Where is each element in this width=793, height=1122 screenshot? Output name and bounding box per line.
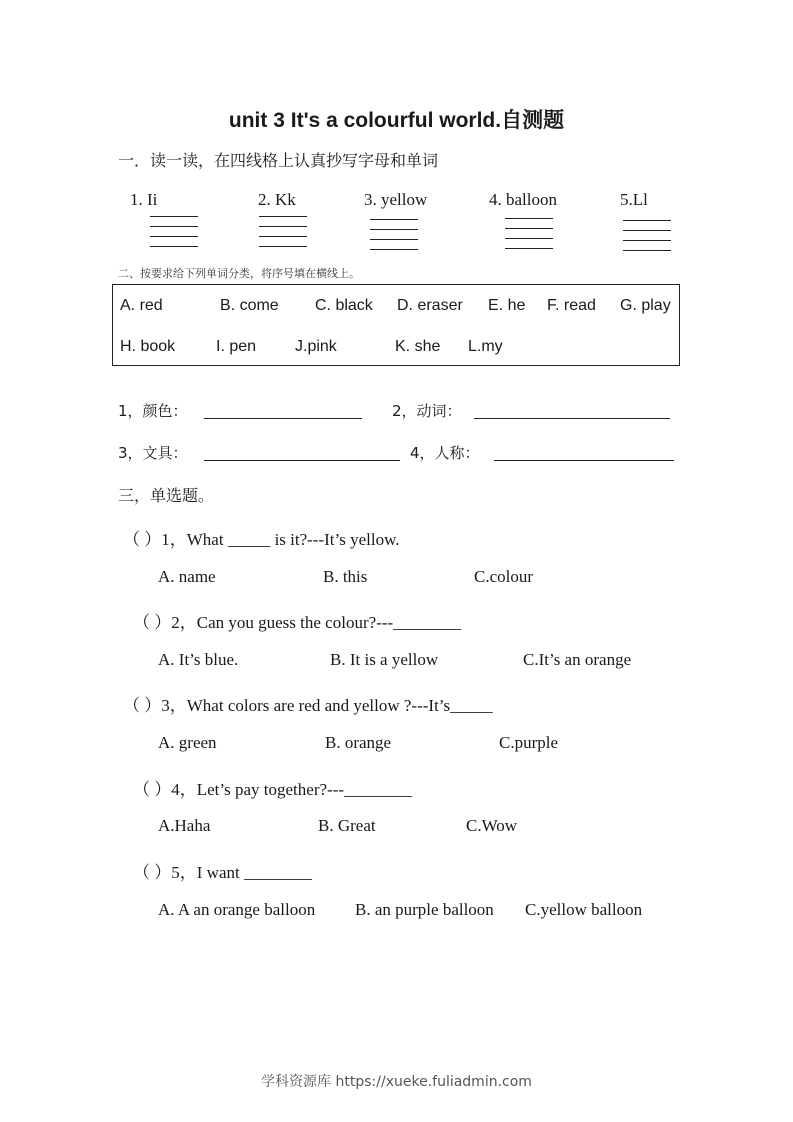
option-1c[interactable]: C.colour — [474, 567, 534, 586]
word-option: C. black — [315, 297, 373, 314]
question-5: （ ）5，I want ________ — [133, 863, 312, 882]
category-label-verb: 2，动词： — [392, 402, 462, 420]
answer-line-verb[interactable] — [474, 418, 670, 419]
word-option: F. read — [547, 297, 596, 314]
option-4c[interactable]: C.Wow — [466, 816, 518, 835]
copy-item-4: 4. balloon — [489, 190, 557, 209]
four-line-grid-1[interactable] — [150, 216, 198, 246]
page-title: unit 3 It's a colourful world.自测题 — [228, 109, 565, 132]
word-option: K. she — [395, 338, 441, 355]
word-option: I. pen — [216, 338, 257, 355]
option-4b[interactable]: B. Great — [318, 816, 376, 835]
option-2b[interactable]: B. It is a yellow — [330, 650, 439, 669]
section3-heading: 三，单选题。 — [118, 486, 215, 505]
word-option: D. eraser — [397, 297, 463, 314]
copy-item-3: 3. yellow — [364, 190, 428, 209]
option-1b[interactable]: B. this — [323, 567, 368, 586]
four-line-grid-2[interactable] — [259, 216, 307, 246]
category-label-pronoun: 4，人称： — [410, 444, 480, 462]
category-label-colour: 1，颜色： — [118, 402, 188, 420]
word-option: E. he — [488, 297, 526, 314]
word-bank-box — [112, 284, 680, 366]
option-3c[interactable]: C.purple — [499, 733, 559, 752]
question-4: （ ）4，Let’s pay together?---________ — [133, 780, 413, 799]
option-2a[interactable]: A. It’s blue. — [158, 650, 239, 669]
question-3: （ ）3，What colors are red and yellow ?---It’s_____ — [123, 696, 493, 715]
option-5c[interactable]: C.yellow balloon — [525, 900, 643, 919]
option-3b[interactable]: B. orange — [325, 733, 392, 752]
copy-item-5: 5.Ll — [620, 190, 648, 209]
footer-watermark: 学科资源库 https://xueke.fuliadmin.com — [261, 1074, 532, 1090]
word-option: H. book — [120, 338, 176, 355]
section1-heading: 一．读一读，在四线格上认真抄写字母和单词 — [118, 151, 439, 170]
option-5a[interactable]: A. A an orange balloon — [158, 900, 316, 919]
word-option: A. red — [120, 297, 163, 314]
question-1: （ ）1，What _____ is it?---It’s yellow. — [123, 530, 400, 549]
answer-line-pronoun[interactable] — [494, 460, 674, 461]
category-label-stationery: 3，文具： — [118, 444, 188, 462]
four-line-grid-3[interactable] — [370, 219, 418, 249]
option-4a[interactable]: A.Haha — [158, 816, 211, 835]
question-2: （ ）2，Can you guess the colour?---________ — [133, 613, 462, 632]
four-line-grid-5[interactable] — [623, 220, 671, 250]
four-line-grid-4[interactable] — [505, 218, 553, 248]
copy-item-2: 2. Kk — [258, 190, 296, 209]
word-option: G. play — [620, 297, 671, 314]
word-option: B. come — [220, 297, 279, 314]
word-option: J.pink — [295, 338, 337, 355]
word-option: L.my — [468, 338, 503, 355]
option-5b[interactable]: B. an purple balloon — [355, 900, 494, 919]
option-2c[interactable]: C.It’s an orange — [523, 650, 632, 669]
copy-item-1: 1. Ii — [130, 190, 158, 209]
option-3a[interactable]: A. green — [158, 733, 217, 752]
option-1a[interactable]: A. name — [158, 567, 216, 586]
answer-line-colour[interactable] — [204, 418, 362, 419]
section2-heading: 二、按要求给下列单词分类，将序号填在横线上。 — [118, 267, 360, 280]
answer-line-stationery[interactable] — [204, 460, 400, 461]
